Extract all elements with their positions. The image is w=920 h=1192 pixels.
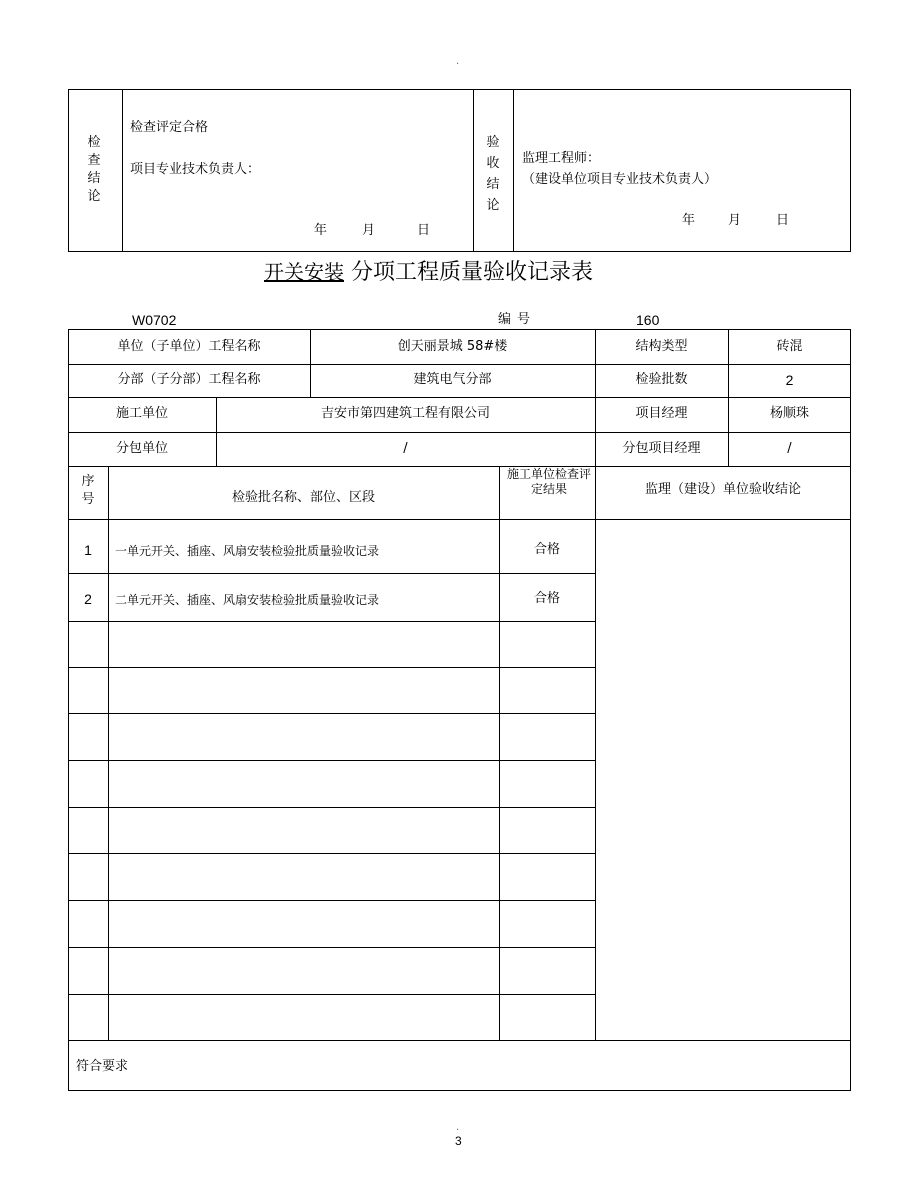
row-1-name: 一单元开关、插座、风扇安装检验批质量验收记录 bbox=[115, 544, 380, 558]
left-date-day: 日 bbox=[417, 223, 431, 238]
left-date-year: 年 bbox=[314, 223, 328, 238]
batch-count-label: 检验批数 bbox=[635, 372, 688, 387]
number-label: 编号 bbox=[498, 312, 537, 327]
col-supervision-header: 监理（建设）单位验收结论 bbox=[644, 482, 801, 497]
title-main: 分项工程质量验收记录表 bbox=[351, 260, 594, 285]
page-title bbox=[264, 259, 593, 286]
batch-count-value: 2 bbox=[785, 372, 794, 388]
col-seq-header: 序号 bbox=[81, 474, 95, 507]
pm-value: 杨顺珠 bbox=[769, 406, 809, 421]
unit-name-label: 单位（子单位）工程名称 bbox=[117, 339, 261, 354]
left-date-month: 月 bbox=[362, 223, 376, 238]
subcontractor-value: / bbox=[403, 441, 408, 456]
col-name-header: 检验批名称、部位、区段 bbox=[231, 490, 375, 505]
supervisor-label: 监理工程师： bbox=[522, 151, 601, 166]
structure-value: 砖混 bbox=[776, 339, 803, 354]
row-1-result: 合格 bbox=[533, 542, 560, 557]
number-value: 160 bbox=[636, 312, 660, 328]
subcontractor-label: 分包单位 bbox=[115, 441, 168, 456]
tech-lead-label: 项目专业技术负责人： bbox=[130, 162, 261, 177]
supervisor-note: （建设单位项目专业技术负责人） bbox=[522, 172, 718, 187]
page-dot: . bbox=[456, 1122, 460, 1133]
pm-label: 项目经理 bbox=[635, 406, 688, 421]
contractor-value: 吉安市第四建筑工程有限公司 bbox=[320, 406, 490, 421]
row-2-result: 合格 bbox=[533, 591, 560, 606]
title-prefix: 开关安装 bbox=[264, 260, 344, 284]
sub-pm-value: / bbox=[787, 441, 792, 456]
sub-name-label: 分部（子分部）工程名称 bbox=[117, 372, 261, 387]
right-date-year: 年 bbox=[682, 213, 696, 228]
check-conclusion-label: 检查结论 bbox=[87, 135, 101, 204]
col-eval-header: 施工单位检查评定结果 bbox=[506, 467, 591, 496]
page-number: 3 bbox=[455, 1134, 462, 1148]
right-date-day: 日 bbox=[776, 213, 790, 228]
top-dot: . bbox=[456, 56, 460, 67]
form-code: W0702 bbox=[132, 312, 177, 328]
sub-pm-label: 分包项目经理 bbox=[622, 441, 701, 456]
sub-name-value: 建筑电气分部 bbox=[413, 372, 492, 387]
row-1-seq: 1 bbox=[84, 542, 92, 558]
row-2-seq: 2 bbox=[84, 591, 92, 607]
unit-name-value: 创天丽景城 58#楼 bbox=[397, 339, 508, 354]
contractor-label: 施工单位 bbox=[115, 406, 168, 421]
row-2-name: 二单元开关、插座、风扇安装检验批质量验收记录 bbox=[115, 593, 380, 607]
acceptance-conclusion-label: 验收结论 bbox=[486, 135, 500, 213]
right-date-month: 月 bbox=[728, 213, 742, 228]
structure-label: 结构类型 bbox=[635, 339, 688, 354]
check-result: 检查评定合格 bbox=[130, 120, 209, 135]
conclusion-text: 符合要求 bbox=[76, 1059, 129, 1074]
